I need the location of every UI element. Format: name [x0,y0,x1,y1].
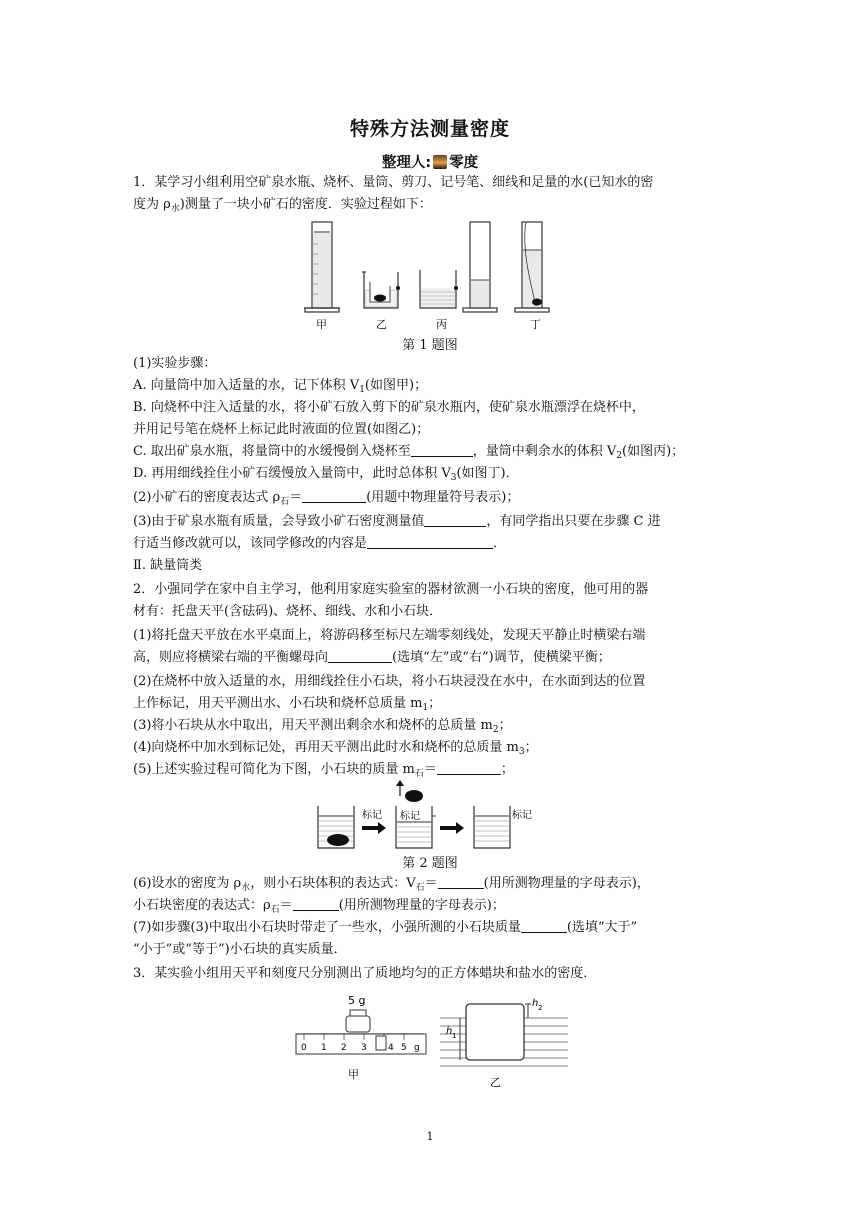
page-number: 1 [426,1130,434,1143]
q1-intro-line2: 度为 $\rho_水$)测量了一块小矿石的密度．实验过程如下： [133,197,432,214]
fig2-mark-label-2: 标记 [512,810,532,821]
svg-text:h: h [446,1026,453,1037]
svg-text:4: 4 [388,1043,394,1053]
q2-part4: (4)向烧杯中加水到标记处，再用天平测出此时水和烧杯的总质量 $m_3$； [133,740,538,757]
q2-part7-line2: “小于”或“等于”)小石块的真实质量． [133,942,347,957]
answer-blank[interactable] [328,648,392,663]
fig1-label-ding: 丁 [530,318,541,331]
weight-label: 5 g [348,994,366,1007]
compiler-name: 零度 [449,155,479,171]
compiler-line [0,151,860,172]
q2-part6-line1: (6)设水的密度为 $\rho_水$，则小石块体积的表达式：$V_石=$ (用所测物理量的字母表示)， [133,876,650,893]
fig2-mark-label-0: 标记 [362,810,382,821]
q1-step-d: D. 再用细线拴住小矿石缓慢放入量筒中，此时总体积 $V_3$(如图丁)． [133,466,519,483]
answer-blank[interactable] [521,918,567,933]
q2-part2-line1: (2)在烧杯中放入适量的水，用细线拴住小石块，将小石块浸没在水中，在水面到达的位置 [133,674,646,689]
q2-figure [308,780,558,852]
svg-text:1: 1 [452,1032,457,1040]
answer-blank[interactable] [411,442,473,457]
q3-figure-jia [290,990,430,1090]
svg-text:1: 1 [321,1043,327,1053]
answer-blank[interactable] [438,874,484,889]
q2-intro-line1: 2．小强同学在家中自主学习，他利用家庭实验室的器材欲测一小石块的密度，他可用的器 [133,582,649,597]
q3-figure-yi [436,996,572,1090]
svg-text:2: 2 [341,1043,347,1053]
q1-steps-title: (1)实验步骤： [133,356,217,371]
answer-blank[interactable] [302,488,366,503]
fig2-caption: 第 2 题图 [402,856,458,871]
svg-text:h: h [532,998,539,1009]
section-heading: Ⅱ. 缺量筒类 [133,558,203,573]
q2-part1-line1: (1)将托盘天平放在水平桌面上，将游码移至标尺左端零刻线处，发现天平静止时横梁右端 [133,628,646,643]
fig3-label-yi: 乙 [490,1076,501,1089]
q2-part7-line1: (7)如步骤(3)中取出小石块时带走了一些水，小强所测的小石块质量 (选填“大于” [133,920,638,935]
q1-part3-line1: (3)由于矿泉水瓶有质量，会导致小矿石密度测量值 ，有同学指出只要在步骤 C 进 [133,514,661,529]
q2-part3: (3)将小石块从水中取出，用天平测出剩余水和烧杯的总质量 $m_2$； [133,718,512,735]
fig1-label-bing: 丙 [436,318,447,331]
svg-text:g: g [414,1043,420,1053]
page-title: 特殊方法测量密度 [349,118,510,140]
q1-step-c: C. 取出矿泉水瓶，将量筒中的水缓慢倒入烧杯至 ，量筒中剩余水的体积 $V_2$(如图丙)； [133,444,685,461]
q1-part2: (2)小矿石的密度表达式 $\rho_石=$ (用题中物理量符号表示)； [133,490,520,507]
q2-intro-line2: 材有：托盘天平(含砝码)、烧杯、细线、水和小石块． [133,604,443,619]
q1-step-b2: 并用记号笔在烧杯上标记此时液面的位置(如图乙)； [133,422,430,437]
q1-figure [290,214,560,334]
fig2-mark-label-1: 标记 [400,811,420,822]
fig1-caption: 第 1 题图 [402,338,458,353]
answer-blank[interactable] [367,534,493,549]
svg-text:3: 3 [361,1043,367,1053]
q2-part2-line2: 上作标记，用天平测出水、小石块和烧杯总质量 $m_1$； [133,696,442,713]
compiler-label: 整理人: [381,155,432,171]
q2-part1-line2: 高，则应将横梁右端的平衡螺母向 (选填“左”或“右”)调节，使横梁平衡； [133,650,611,665]
q1-step-a: A. 向量筒中加入适量的水，记下体积 $V_1$(如图甲)； [133,378,428,395]
answer-blank[interactable] [293,896,339,911]
fig1-label-yi: 乙 [376,318,387,331]
answer-blank[interactable] [424,512,486,527]
fig3-label-jia: 甲 [348,1068,359,1081]
q3-intro: 3．某实验小组用天平和刻度尺分别测出了质地均匀的正方体蜡块和盐水的密度． [133,966,597,981]
q1-part3-line2: 行适当修改就可以，该同学修改的内容是 ． [133,536,507,551]
q1-intro-line1: 1．某学习小组利用空矿泉水瓶、烧杯、量筒、剪刀、记号笔、细线和足量的水(已知水的密 [133,175,654,190]
svg-text:2: 2 [538,1004,543,1012]
fig1-label-jia: 甲 [316,318,327,331]
answer-blank[interactable] [437,760,501,775]
q2-part5: (5)上述实验过程可简化为下图，小石块的质量 $m_石=$ ； [133,762,514,779]
q1-step-b1: B. 向烧杯中注入适量的水，将小矿石放入剪下的矿泉水瓶内，使矿泉水瓶漂浮在烧杯中， [133,400,645,415]
compiler-avatar-icon [433,155,447,169]
svg-text:0: 0 [301,1043,307,1053]
q2-part6-line2: 小石块密度的表达式：$\rho_石=$ (用所测物理量的字母表示)； [133,898,505,915]
svg-text:5: 5 [401,1043,407,1053]
